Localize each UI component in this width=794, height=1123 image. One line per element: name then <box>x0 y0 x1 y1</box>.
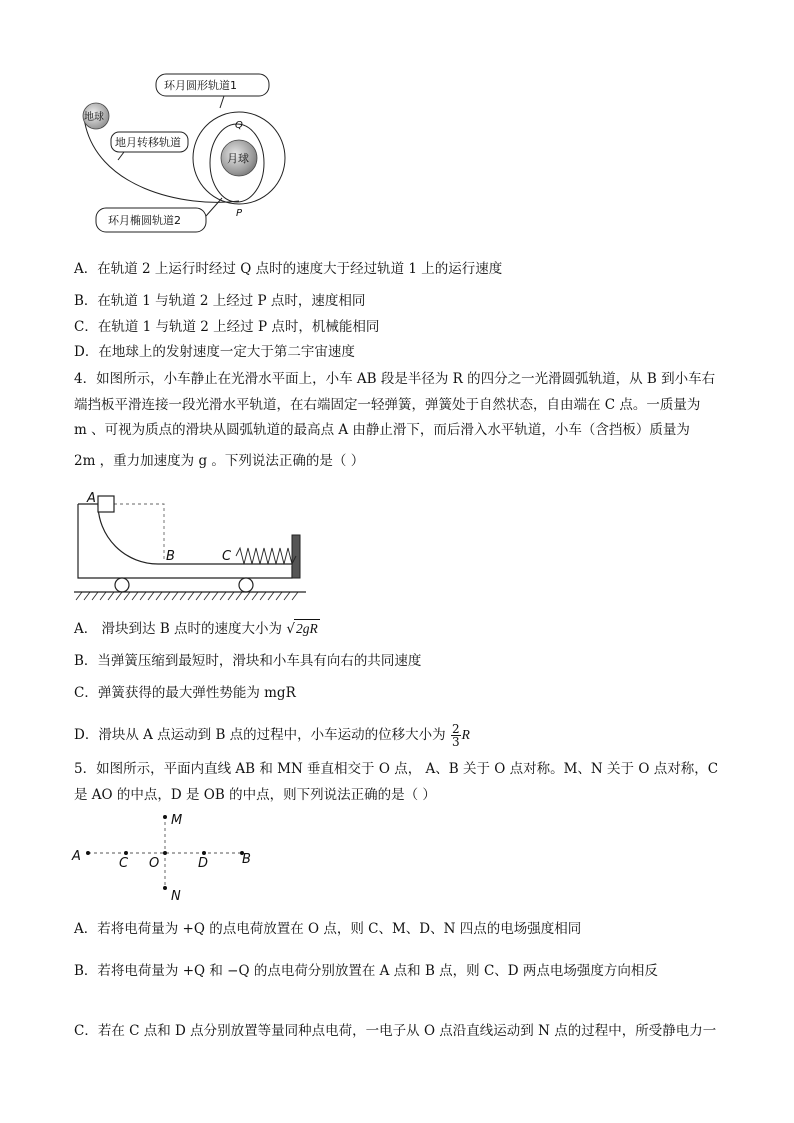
transfer-label: 地月转移轨道 <box>115 136 181 149</box>
q3-option-d: D．在地球上的发射速度一定大于第二宇宙速度 <box>74 344 355 360</box>
point-c-label: C <box>119 856 129 871</box>
spring <box>236 548 296 564</box>
fig-label-a: A <box>87 491 96 506</box>
p-point-label: P <box>236 208 243 219</box>
point-b-label: B <box>242 852 251 867</box>
sqrt-symbol: √ <box>286 621 295 637</box>
orbit1-label: 环月圆形轨道1 <box>164 79 237 92</box>
q4-option-c: C．弹簧获得的最大弹性势能为 mgR <box>74 685 296 701</box>
q5-option-a: A．若将电荷量为 +Q 的点电荷放置在 O 点，则 C、M、D、N 四点的电场强度相同 <box>74 921 582 937</box>
q4-option-b: B．当弹簧压缩到最短时，滑块和小车具有向右的共同速度 <box>74 653 422 669</box>
q-point-label: Q <box>235 120 243 131</box>
fraction <box>451 723 461 748</box>
q4-option-d-text: D．滑块从 A 点运动到 B 点的过程中，小车运动的位移大小为 <box>74 727 446 743</box>
q3-option-a: A．在轨道 2 上运行时经过 Q 点时的速度大于经过轨道 1 上的运行速度 <box>74 261 503 277</box>
q4-option-a-expr: 2gR <box>295 621 318 636</box>
orbit-figure <box>74 68 314 238</box>
q4-stem-line1: 4．如图所示，小车静止在光滑水平面上，小车 AB 段是半径为 R 的四分之一光滑圆弧轨道，从 B 到小车右 <box>74 371 716 387</box>
point-n-label: N <box>171 889 181 904</box>
point-o-label: O <box>149 856 160 871</box>
q4-stem-line3: m 、可视为质点的滑块从圆弧轨道的最高点 A 由静止滑下，而后滑入水平轨道，小车（含挡板）质量为 <box>74 422 690 438</box>
fraction-denominator: 3 <box>451 735 460 749</box>
q5-option-c: C．若在 C 点和 D 点分别放置等量同种点电荷，一电子从 O 点沿直线运动到 N 点的过程中，所受静电力一 <box>74 1023 717 1039</box>
q3-option-b: B．在轨道 1 与轨道 2 上经过 P 点时，速度相同 <box>74 293 366 309</box>
q4-option-a-text: A． 滑块到达 B 点时的速度大小为 <box>74 621 283 637</box>
point-d-label: D <box>198 856 209 871</box>
q4-option-d <box>74 720 470 750</box>
fig-label-c: C <box>222 549 232 564</box>
q5-stem-line1: 5．如图所示，平面内直线 AB 和 MN 垂直相交于 O 点， A、B 关于 O 点对称。M、N 关于 O 点对称，C <box>74 761 719 777</box>
earth-label: 地球 <box>84 112 104 123</box>
q4-stem-line4: 2m ，重力加速度为 g 。下列说法正确的是（ ） <box>74 453 365 469</box>
fraction-numerator: 2 <box>451 722 460 736</box>
cart-figure <box>74 486 310 606</box>
fig-label-b: B <box>166 549 175 564</box>
point-a-label: A <box>72 849 81 864</box>
slider-block <box>98 496 114 512</box>
orbit2-label: 环月椭圆轨道2 <box>108 214 181 227</box>
q5-stem-line2: 是 AO 的中点，D 是 OB 的中点，则下列说法正确的是（ ） <box>74 787 436 803</box>
q4-stem-line2: 端挡板平滑连接一段光滑水平轨道，在右端固定一轻弹簧，弹簧处于自然状态，自由端在 C 点。一质量为 <box>74 397 701 413</box>
point-m-label: M <box>171 813 183 828</box>
q4-option-a <box>74 619 320 638</box>
moon-label: 月球 <box>227 152 249 165</box>
q3-option-c: C．在轨道 1 与轨道 2 上经过 P 点时，机械能相同 <box>74 319 380 335</box>
points-figure <box>70 808 270 904</box>
q5-option-b: B．若将电荷量为 +Q 和 −Q 的点电荷分别放置在 A 点和 B 点，则 C、D 两点电场强度方向相反 <box>74 963 658 979</box>
q4-option-d-suffix: R <box>461 727 470 742</box>
